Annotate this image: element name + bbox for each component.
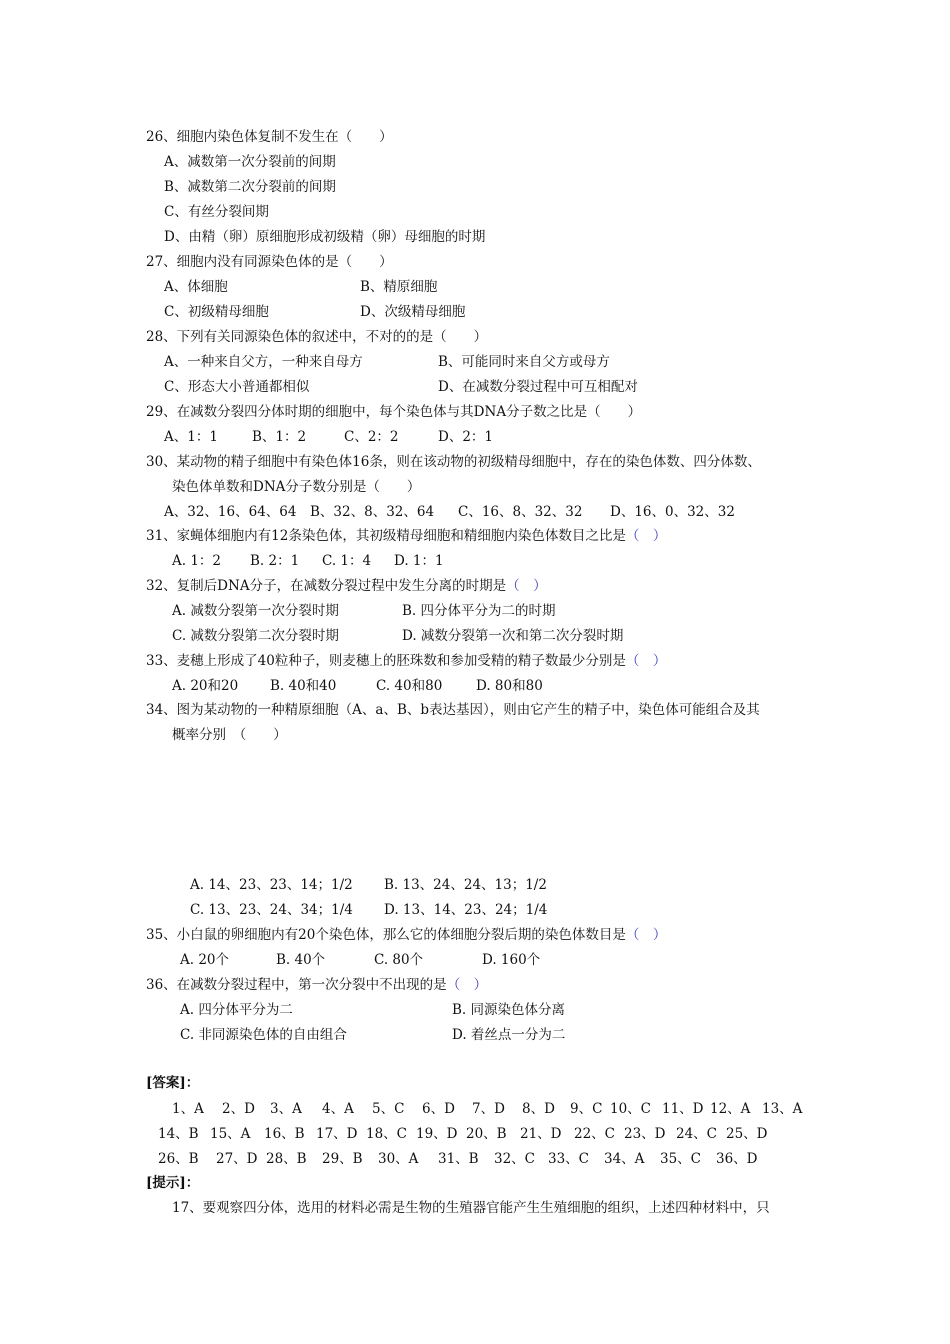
answer-item: 6、D — [422, 1101, 455, 1117]
question-26-option-a: A、减数第一次分裂前的间期 — [164, 154, 336, 170]
answer-item: 30、A — [378, 1151, 419, 1167]
question-30-option-a: A、32、16、64、64 — [164, 504, 297, 520]
answer-item: 35、C — [660, 1151, 702, 1167]
answer-item: 14、B — [158, 1126, 199, 1142]
question-36-option-d: D. 着丝点一分为二 — [452, 1027, 566, 1043]
answer-item: 34、A — [604, 1151, 645, 1167]
answer-item: 27、D — [216, 1151, 258, 1167]
question-30-option-c: C、16、8、32、32 — [458, 504, 583, 520]
answers-heading: [答案]： — [146, 1075, 200, 1091]
hint-17-line1: 17、要观察四分体，选用的材料必需是生物的生殖器官能产生生殖细胞的组织，上述四种材料中，只 — [172, 1200, 770, 1216]
question-29-stem: 29、在减数分裂四分体时期的细胞中，每个染色体与其DNA分子数之比是（ ） — [146, 404, 642, 420]
question-34-option-d: D. 13、14、23、24；1/4 — [384, 902, 548, 918]
question-34-option-a: A. 14、23、23、14；1/2 — [190, 877, 353, 893]
question-31-stem — [146, 527, 666, 545]
answer-item: 3、A — [270, 1101, 302, 1117]
answer-item: 23、D — [624, 1126, 666, 1142]
answer-item: 5、C — [372, 1101, 405, 1117]
question-30-option-d: D、16、0、32、32 — [610, 504, 735, 520]
answer-item: 9、C — [570, 1101, 603, 1117]
question-28-option-a: A、一种来自父方，一种来自母方 — [164, 354, 363, 370]
answer-item: 25、D — [726, 1126, 768, 1142]
question-32-stem — [146, 577, 547, 595]
question-36-stem — [146, 976, 487, 994]
answer-item: 1、A — [172, 1101, 204, 1117]
answer-item: 18、C — [366, 1126, 408, 1142]
question-26-option-c: C、有丝分裂间期 — [164, 204, 269, 220]
question-29-option-b: B、1：2 — [252, 429, 307, 445]
answer-item: 26、B — [158, 1151, 199, 1167]
question-27-option-d: D、次级精母细胞 — [360, 304, 466, 320]
question-34-option-b: B. 13、24、24、13；1/2 — [384, 877, 547, 893]
answer-item: 22、C — [574, 1126, 616, 1142]
question-29-option-d: D、2：1 — [438, 429, 494, 445]
question-32-option-a: A. 减数分裂第一次分裂时期 — [172, 603, 339, 619]
question-33-stem-text: 33、麦穗上形成了40粒种子，则麦穗上的胚珠数和参加受精的精子数最少分别是 — [146, 653, 626, 669]
question-31-option-b: B. 2：1 — [250, 553, 300, 569]
question-35-option-d: D. 160个 — [482, 952, 541, 968]
question-31-option-d: D. 1：1 — [394, 553, 444, 569]
answer-item: 19、D — [416, 1126, 458, 1142]
question-27-option-b: B、精原细胞 — [360, 279, 438, 295]
answer-item: 8、D — [522, 1101, 555, 1117]
answer-item: 28、B — [266, 1151, 307, 1167]
answer-item: 15、A — [210, 1126, 251, 1142]
answer-item: 31、B — [438, 1151, 479, 1167]
question-27-option-a: A、体细胞 — [164, 279, 228, 295]
question-29-option-a: A、1：1 — [164, 429, 218, 445]
question-33-option-a: A. 20和20 — [172, 678, 239, 694]
answer-item: 16、B — [264, 1126, 305, 1142]
answer-item: 20、B — [466, 1126, 507, 1142]
question-26-option-b: B、减数第二次分裂前的间期 — [164, 179, 336, 195]
question-32-option-b: B. 四分体平分为二的时期 — [402, 603, 556, 619]
question-36-option-b: B. 同源染色体分离 — [452, 1002, 566, 1018]
question-35-option-b: B. 40个 — [276, 952, 326, 968]
answer-item: 10、C — [610, 1101, 652, 1117]
question-35-answer-blank: （ ） — [625, 927, 667, 943]
question-35-stem-text: 35、小白鼠的卵细胞内有20个染色体，那么它的体细胞分裂后期的染色体数目是 — [146, 927, 626, 943]
question-31-answer-blank: （ ） — [625, 528, 667, 544]
question-30-stem-line2: 染色体单数和DNA分子数分别是（ ） — [172, 479, 421, 495]
question-28-stem: 28、下列有关同源染色体的叙述中，不对的的是（ ） — [146, 329, 488, 345]
question-27-option-c: C、初级精母细胞 — [164, 304, 269, 320]
question-31-option-a: A. 1：2 — [172, 553, 222, 569]
question-32-option-c: C. 减数分裂第二次分裂时期 — [172, 628, 339, 644]
question-36-option-a: A. 四分体平分为二 — [180, 1002, 293, 1018]
answer-item: 13、A — [762, 1101, 803, 1117]
question-27-stem: 27、细胞内没有同源染色体的是（ ） — [146, 254, 393, 270]
question-32-option-d: D. 减数分裂第一次和第二次分裂时期 — [402, 628, 624, 644]
question-33-stem — [146, 652, 666, 670]
question-31-stem-text: 31、家蝇体细胞内有12条染色体，其初级精母细胞和精细胞内染色体数目之比是 — [146, 528, 626, 544]
answer-item: 29、B — [322, 1151, 363, 1167]
question-35-stem — [146, 926, 666, 944]
question-36-stem-text: 36、在减数分裂过程中，第一次分裂中不出现的是 — [146, 977, 447, 993]
question-31-option-c: C. 1：4 — [322, 553, 372, 569]
answer-item: 12、A — [710, 1101, 751, 1117]
question-33-answer-blank: （ ） — [625, 653, 667, 669]
question-26-option-d: D、由精（卵）原细胞形成初级精（卵）母细胞的时期 — [164, 229, 486, 245]
answer-item: 4、A — [322, 1101, 354, 1117]
answer-item: 36、D — [716, 1151, 758, 1167]
question-36-answer-blank: （ ） — [446, 977, 488, 993]
question-30-option-b: B、32、8、32、64 — [310, 504, 435, 520]
answer-item: 32、C — [494, 1151, 536, 1167]
question-30-stem-line1: 30、某动物的精子细胞中有染色体16条，则在该动物的初级精母细胞中，存在的染色体数、四分体数、 — [146, 454, 761, 470]
answer-item: 11、D — [662, 1101, 704, 1117]
question-34-option-c: C. 13、23、24、34；1/4 — [190, 902, 353, 918]
question-33-option-d: D. 80和80 — [476, 678, 543, 694]
answer-item: 17、D — [316, 1126, 358, 1142]
question-28-option-b: B、可能同时来自父方或母方 — [438, 354, 610, 370]
hints-heading: [提示]： — [146, 1175, 200, 1191]
answer-item: 2、D — [222, 1101, 255, 1117]
question-35-option-a: A. 20个 — [180, 952, 230, 968]
question-29-option-c: C、2：2 — [344, 429, 399, 445]
question-28-option-c: C、形态大小普通都相似 — [164, 379, 310, 395]
answer-item: 7、D — [472, 1101, 505, 1117]
answer-item: 24、C — [676, 1126, 718, 1142]
answer-item: 21、D — [520, 1126, 562, 1142]
answer-item: 33、C — [548, 1151, 590, 1167]
question-34-stem-line2: 概率分别 （ ） — [172, 727, 287, 743]
question-32-answer-blank: （ ） — [506, 578, 547, 594]
question-33-option-c: C. 40和80 — [376, 678, 443, 694]
question-33-option-b: B. 40和40 — [270, 678, 337, 694]
question-32-stem-text: 32、复制后DNA分子，在减数分裂过程中发生分离的时期是 — [146, 578, 507, 594]
question-34-stem-line1: 34、图为某动物的一种精原细胞（A、a、B、b表达基因），则由它产生的精子中，染色体可能组合及其 — [146, 702, 760, 718]
question-28-option-d: D、在减数分裂过程中可互相配对 — [438, 379, 638, 395]
question-36-option-c: C. 非同源染色体的自由组合 — [180, 1027, 347, 1043]
question-35-option-c: C. 80个 — [374, 952, 424, 968]
question-26-stem: 26、细胞内染色体复制不发生在（ ） — [146, 129, 393, 145]
